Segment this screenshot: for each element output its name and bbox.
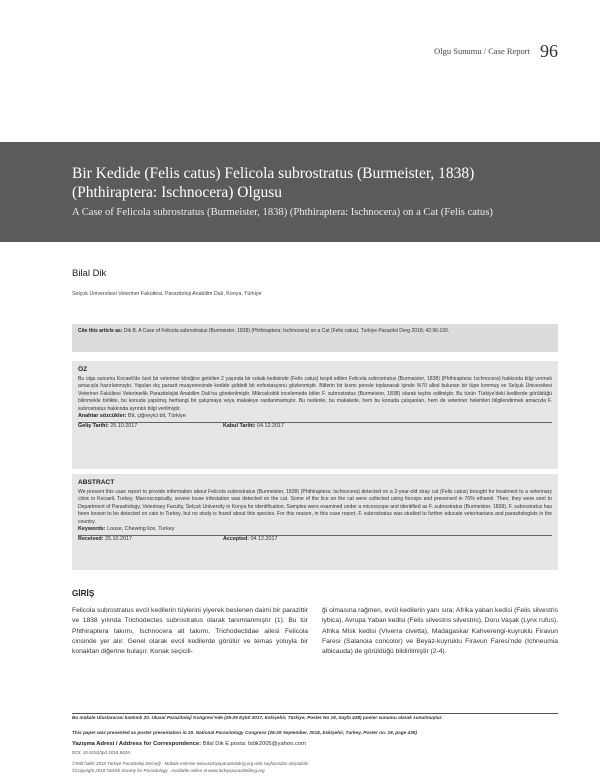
citation-text: Dik B. A Case of Felicola subrostratus (Burmeister, 1838) (Phthiraptera: Ischnocera) on a Cat (Felis catus). Turkiye Parazitol Derg 2018; 42:96-100. bbox=[123, 328, 450, 334]
abstract-heading: ÖZ bbox=[78, 366, 88, 373]
abstract-body: Bu olgu sunumu Kocaeli'de özel bir veteriner kliniğine getirilen 2 yaşında bir sokak kedisinde (Felis catus) tespit edilen Felicola subrostratus (Burmeister, 1838) (Phthiraptera: Ischnocera) hakkında bilgi vermek amacıyla hazırlanmıştır. Yapılan dış parazit muayenesinde kedide şiddetli bit enfestasyonu gözlenmiştir. Bitlerin bir kısmı pensle toplanarak içinde %70 alkol bulunan bir tüpe konmuş ve Selçuk Üniversitesi Veteriner Fakültesi Veterinerlik Parazitolojisi Anabilim Dalı'na gönderilmiştir. Mikroskobik incelemede bitler F. subrostratus (Burmeister, 1838) olarak teşhis edilmiştir. Bu türün Türkiye'deki kedilerde görüldüğü bilinmekle birlikte, bu konuda yapılmış herhangi bir çalışmaya veya makaleye rastlanmamıştır. Bu nedenle, bu makalede, hem bu konuda çalışanları, hem de veteriner hekimleri bilgilendirmek amacıyla F. subrostratus hakkında ayrıntılı bilgi verilmiştir. bbox=[78, 376, 552, 412]
copyright-turkish: ©Telif hakkı 2018 Türkiye Parazitoloji Derneği - Makale metnine www.turkiyeparazitolderg.org web sayfasından ulaşılabilir. bbox=[72, 761, 310, 766]
footnote-turkish: Bu makale Uluslararası katılımlı 20. Ulusal Parazitoloji Kongresi'nde (25-29 Eylül 2017, Eskişehir, Türkiye, Poster No 18, Sayfa 438) poster sunumu olarak sunulmuştur. bbox=[72, 715, 443, 720]
footnote-divider bbox=[72, 713, 558, 714]
received-label: Geliş Tarihi: bbox=[78, 422, 109, 429]
title-turkish: Bir Kedide (Felis catus) Felicola subrostratus (Burmeister, 1838) (Phthiraptera: Ischnocera) Olgusu bbox=[72, 165, 475, 201]
accepted-label: Accepted: bbox=[223, 535, 250, 542]
citation-label: Cite this article as: bbox=[78, 328, 123, 334]
keywords-line bbox=[78, 413, 552, 421]
body-column-left: Felicola subrostratus evcil kedilerin tüylerini yiyerek beslenen daimi bir parazittir ve 1838 yılında Trichodectes subrostratus olarak tanımlanmıştır (1). Bu tür Phthiraptera takımı, Ischnocera alt takımı, Trichodectidae ailesi Felicola cinsinde yer alır. Genel olarak evcil kedilerde görülür ve temas yoluyla bir konaktan diğerine bulaşır. Konak seçicili- bbox=[72, 607, 308, 656]
footnote-english: This paper was presented as poster presentation in 20. National Parasitology Congress (25-29 September, 2018, Eskişehir, Turkey, Poster no. 18, page 438) bbox=[72, 730, 417, 735]
correspondence-label: Yazışma Adresi / Address for Correspondence: bbox=[72, 741, 202, 747]
article-type-label: Olgu Sunumu / Case Report bbox=[434, 46, 530, 56]
title-english: A Case of Felicola subrostratus (Burmeister, 1838) (Phthiraptera: Ischnocera) on a Cat (Felis catus) bbox=[72, 207, 493, 218]
received-label: Received: bbox=[78, 535, 104, 542]
keywords-text: Bit, çiğneyici bit, Türkiye bbox=[128, 413, 186, 420]
dates-line bbox=[78, 536, 552, 544]
abstract-turkish bbox=[72, 361, 558, 469]
doi-line: DOI: 10.5152/tpd.2018.5634 bbox=[72, 750, 130, 755]
author-name: Bilal Dik bbox=[72, 268, 107, 279]
abstract-heading: ABSTRACT bbox=[78, 479, 115, 486]
page-number: 96 bbox=[540, 40, 558, 61]
accepted-date: 04.12.2017 bbox=[250, 535, 278, 542]
keywords-text: Louse, Chewing lice, Turkey bbox=[107, 526, 175, 533]
dates-line bbox=[78, 423, 552, 431]
received-date: 25.10.2017 bbox=[104, 535, 132, 542]
keywords-label: Keywords: bbox=[78, 526, 106, 533]
abstract-body: We present this case report to provide information about Felicola subrostratus (Burmeister, 1838) (Phthiraptera: Ischnocera) detected on a 2-year-old stray cat (Felis catus) brought for treatment to a veterinary clinic in Kocaeli, Turkey. Macroscopically, severe louse infestation was detected on the cat. Some of the lice on the cat were collected using forceps and preserved in 70% ethanol. Then, they were sent to Department of Parasitology, Veterinary Faculty, Selçuk University in Konya for identification. Samples were examined under a microscope and identified as F. subrostratus (Burmeister, 1838). F. subrostratus has been known to be detected on cats in Turkey, but no study is found about this species. For this reason, in this case report, F. subrostratus was studied to further educate veterinarians and parasitologists in the country. bbox=[78, 489, 552, 525]
abstract-english bbox=[72, 474, 558, 570]
keywords-line bbox=[78, 526, 552, 534]
running-head bbox=[434, 41, 558, 61]
title-band bbox=[0, 142, 600, 242]
correspondence-line bbox=[72, 741, 306, 747]
section-heading-intro: GİRİŞ bbox=[72, 589, 95, 598]
received-date: 25.10.2017 bbox=[110, 422, 138, 429]
correspondence-text: Bilal Dik E.posta: bdik2005@yahoo.com bbox=[202, 741, 306, 747]
copyright-english: ©Copyright 2018 Turkish Society for Parasitology - Available online at www.turkiyeparazitolderg.org bbox=[72, 768, 265, 773]
body-column-right: ği olmasına rağmen, evcil kedilerin yanı sıra; Afrika yaban kedisi (Felis silvestris lybica), Avrupa Yaban kedisi (Felis silvestris silvestris), Doru Vaşak (Lynx rufus), Afrika Misk kedisi (Viverra civetta), Madagaskar Kahverengi-kuyruklu Firavun Faresi (Salanoia concolor) ve Beyaz-kuyruklu Firavun Faresi'nde (Ichneumia albicauda) de görüldüğü bildirilmiştir (2-4). bbox=[322, 607, 558, 656]
accepted-date: 04.12.2017 bbox=[257, 422, 285, 429]
keywords-label: Anahtar sözcükler: bbox=[78, 413, 127, 420]
accepted-label: Kabul Tarihi: bbox=[223, 422, 256, 429]
citation-box bbox=[72, 324, 558, 352]
author-affiliation: Selçuk Üniversitesi Veteriner Fakültesi, Parazitoloji Anabilim Dalı, Konya, Türkiye bbox=[72, 291, 262, 297]
